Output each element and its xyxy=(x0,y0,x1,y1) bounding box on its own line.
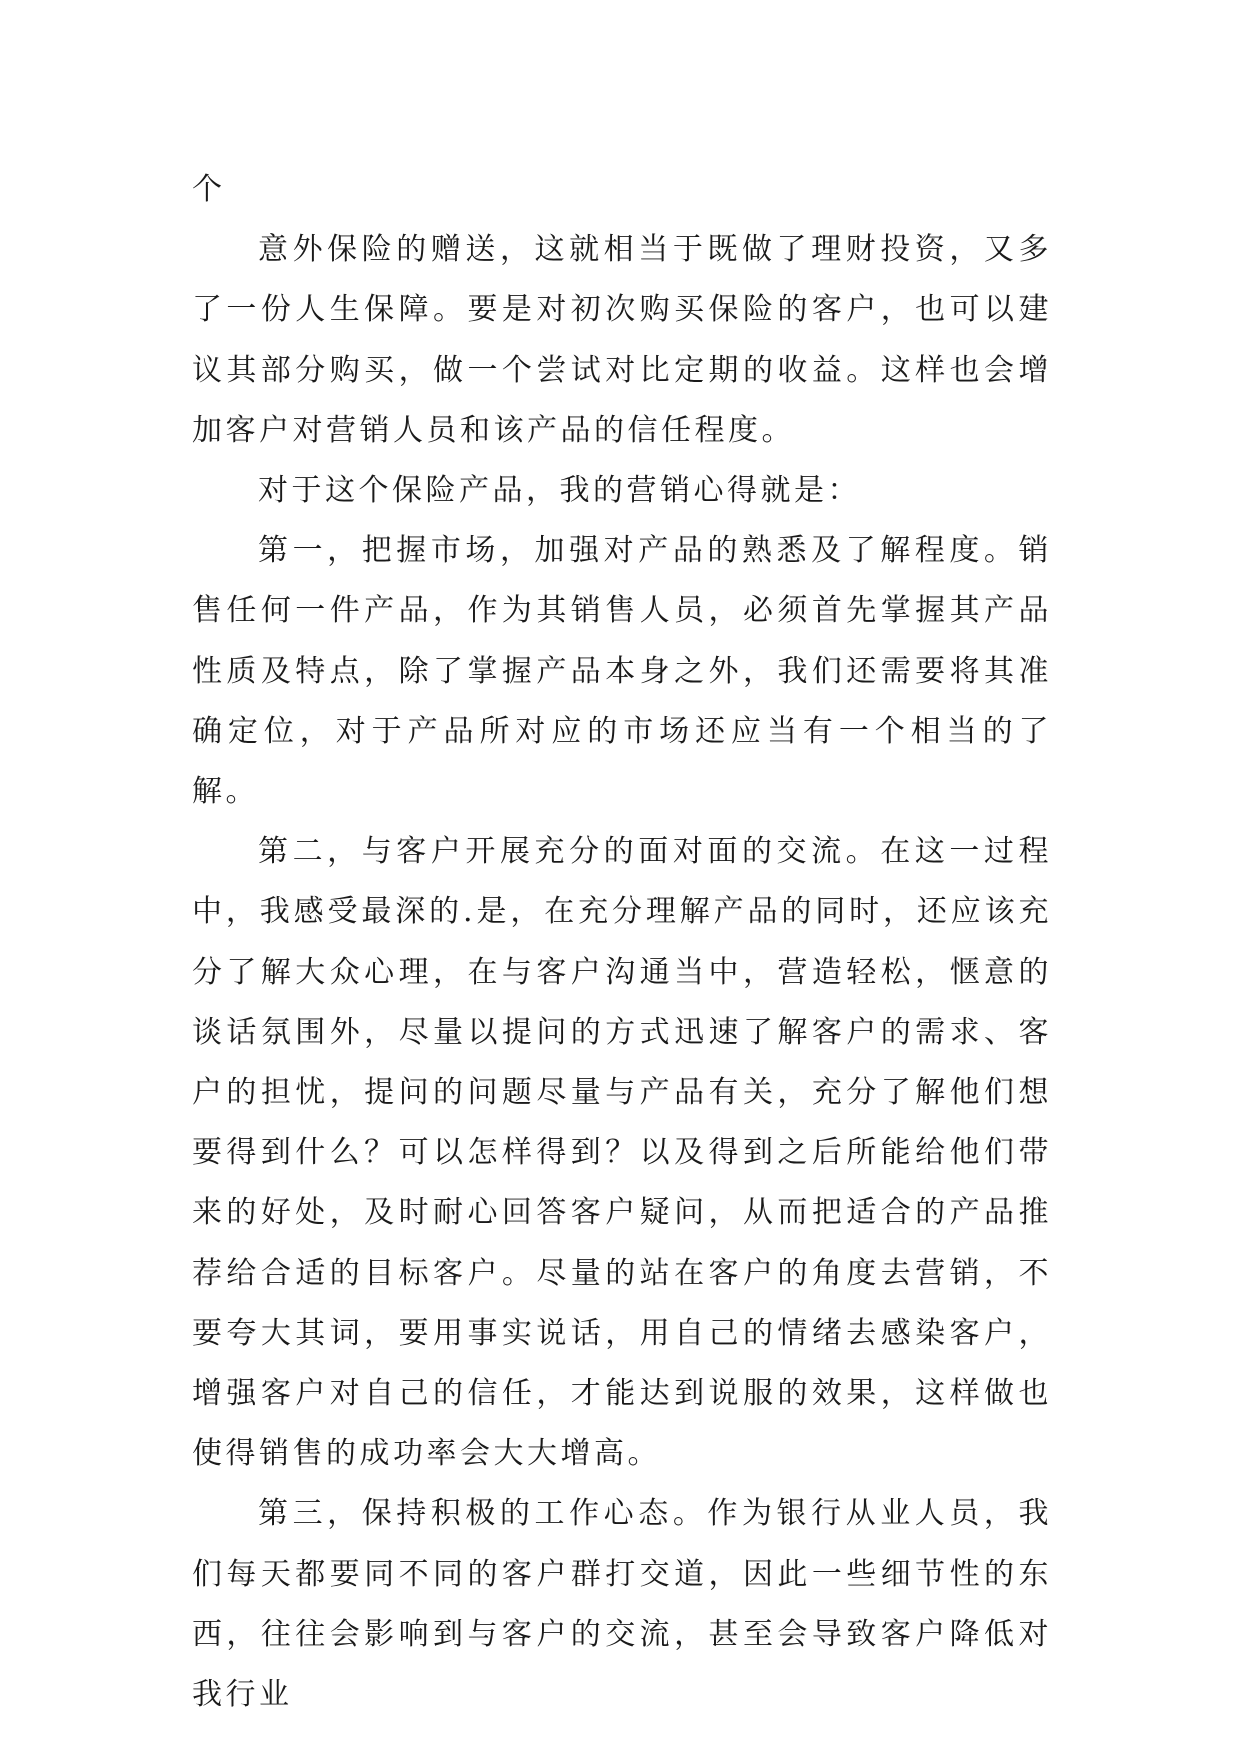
paragraph-continuation: 个 xyxy=(192,172,226,207)
paragraph-marketing-intro: 对于这个保险产品，我的营销心得就是： xyxy=(258,473,861,509)
paragraph-accident-insurance: 意外保险的赠送，这就相当于既做了理财投资，又多了一份人生保障。要是对初次购买保险的客户，也可以建议其部分购买，做一个尝试对比定期的收益。这样也会增加客户对营销人员和该产品的信任程度。 xyxy=(192,232,1052,448)
paragraph-point-one: 第一，把握市场，加强对产品的熟悉及了解程度。销售任何一件产品，作为其销售人员，必须首先掌握其产品性质及特点，除了掌握产品本身之外，我们还需要将其准确定位，对于产品所对应的市场还应当有一个相当的了解。 xyxy=(192,533,1052,810)
paragraph-point-two: 第二，与客户开展充分的面对面的交流。在这一过程中，我感受最深的.是，在充分理解产品的同时，还应该充分了解大众心理，在与客户沟通当中，营造轻松，惬意的谈话氛围外，尽量以提问的方式迅速了解客户的需求、客户的担忧，提问的问题尽量与产品有关，充分了解他们想要得到什么？可以怎样得到？以及得到之后所能给他们带来的好处，及时耐心回答客户疑问，从而把适合的产品推荐给合适的目标客户。尽量的站在客户的角度去营销，不要夸大其词，要用事实说话，用自己的情绪去感染客户，增强客户对自己的信任，才能达到说服的效果，这样做也使得销售的成功率会大大增高。 xyxy=(192,834,1052,1472)
document-body xyxy=(192,160,1052,1725)
paragraph-point-three: 第三，保持积极的工作心态。作为银行从业人员，我们每天都要同不同的客户群打交道，因此一些细节性的东西，往往会影响到与客户的交流，甚至会导致客户降低对我行业 xyxy=(192,1496,1052,1713)
